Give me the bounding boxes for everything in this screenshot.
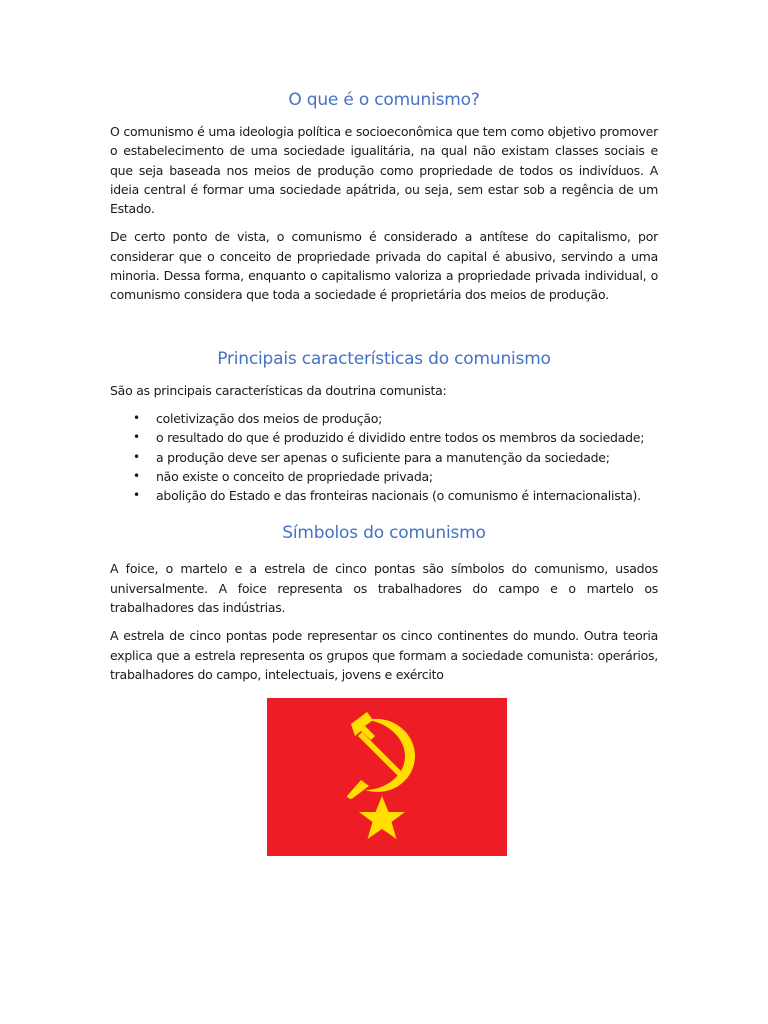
list-item [110, 428, 658, 447]
hammer-and-sickle-flag-icon [267, 698, 507, 856]
bullet-icon: • [133, 488, 140, 503]
document-page [110, 86, 658, 856]
paragraph: A foice, o martelo e a estrela de cinco pontas são símbolos do comunismo, usados universalmente. A foice representa os trabalhadores do campo e o martelo os trabalhadores das indústrias. [110, 561, 658, 616]
list-item-text: a produção deve ser apenas o suficiente para a manutenção da sociedade; [156, 449, 610, 465]
list-item-text: não existe o conceito de propriedade privada; [156, 468, 433, 484]
section-title-what-is-communism: O que é o comunismo? [288, 90, 480, 110]
list-item-text: abolição do Estado e das fronteiras nacionais (o comunismo é internacionalista). [156, 488, 641, 504]
characteristics-list [110, 409, 658, 505]
bullet-icon: • [133, 449, 140, 464]
list-item-text: o resultado do que é produzido é dividido entre todos os membros da sociedade; [156, 430, 645, 446]
list-item [110, 486, 658, 505]
paragraph: O comunismo é uma ideologia política e socioeconômica que tem como objetivo promover o estabelecimento de uma sociedade igualitária, na qual não existam classes sociais e que seja baseada nos meios de produção como propriedade de todos os indivíduos. A ideia central é formar uma sociedade apátrida, ou seja, sem estar sob a regência de um Estado. [110, 124, 658, 217]
list-item [110, 467, 658, 486]
bullet-icon: • [133, 430, 140, 445]
bullet-icon: • [133, 468, 140, 483]
paragraph: São as principais características da doutrina comunista: [110, 382, 447, 398]
paragraph: A estrela de cinco pontas pode representar os cinco continentes do mundo. Outra teoria explica que a estrela representa os grupos que formam a sociedade comunista: operários, trabalhadores do campo, intelectuais, jovens e exército [110, 628, 658, 682]
list-item-text: coletivização dos meios de produção; [156, 410, 383, 426]
bullet-icon: • [133, 410, 140, 425]
section-title-characteristics: Principais características do comunismo [217, 348, 551, 369]
list-item [110, 448, 658, 467]
paragraph: De certo ponto de vista, o comunismo é considerado a antítese do capitalismo, por considerar que o conceito de propriedade privada do capital é abusivo, servindo a uma minoria. Dessa forma, enquanto o capitalismo valoriza a propriedade privada individual, o comunismo considera que toda a sociedade é proprietária dos meios de produção. [110, 229, 658, 303]
list-item [110, 409, 658, 428]
section-title-symbols: Símbolos do comunismo [282, 523, 486, 544]
